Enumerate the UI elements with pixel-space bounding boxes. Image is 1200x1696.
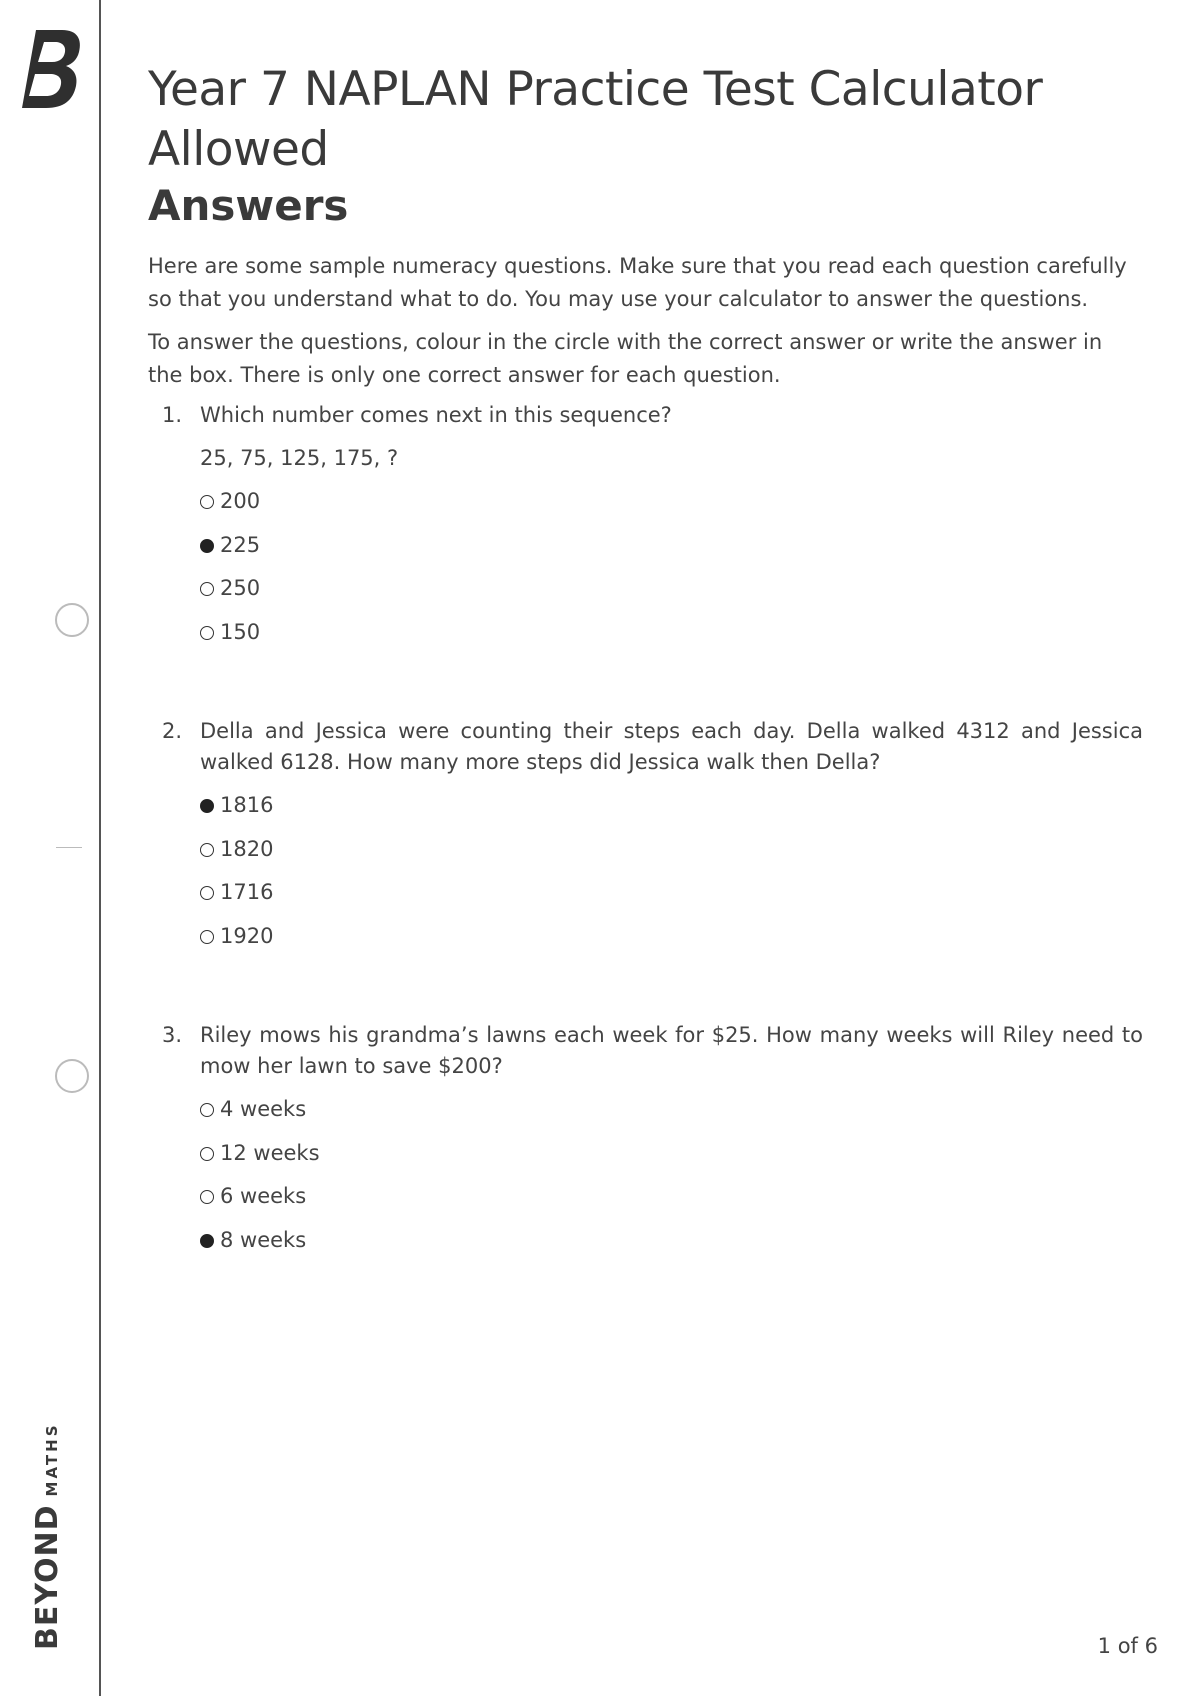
radio-filled-icon[interactable] [200,1234,214,1248]
option-label: 150 [220,619,261,644]
question-number: 3. [162,1023,183,1047]
question-text: Which number comes next in this sequence? [200,403,672,427]
radio-filled-icon[interactable] [200,539,214,553]
option-label: 1816 [220,793,274,817]
fold-mark [56,847,82,848]
answer-option[interactable] [200,877,1143,921]
radio-empty-icon[interactable] [200,626,214,640]
instructions-paragraph: To answer the questions, colour in the circle with the correct answer or write the answer in the box. There is only one correct answer for each question. [148,330,1103,387]
answer-options [200,790,1143,964]
worksheet-content [148,60,1143,1268]
option-label: 6 weeks [220,1184,307,1208]
question-3 [148,1020,1143,1268]
option-label: 1820 [220,836,274,861]
option-label: 4 weeks [220,1097,307,1121]
radio-empty-icon[interactable] [200,582,214,596]
answer-option[interactable] [200,1138,1143,1182]
question-list [148,400,1143,1268]
beyond-logo-icon [22,28,82,110]
brand-word-beyond: BEYOND [30,1504,65,1650]
radio-empty-icon[interactable] [200,886,214,900]
question-sequence: 25, 75, 125, 175, ? [200,446,399,470]
punch-hole-bottom [55,1059,89,1093]
answer-option[interactable] [200,486,1143,530]
page-title: Year 7 NAPLAN Practice Test Calculator Allowed [148,62,1043,177]
option-label: 8 weeks [220,1227,307,1252]
answer-options [200,1094,1143,1268]
question-text: Riley mows his grandma’s lawns each week for $25. How many weeks will Riley need to mow her lawn to save $200? [200,1023,1143,1078]
answer-option[interactable] [200,834,1143,878]
answer-option[interactable] [200,921,1143,965]
punch-hole-top [55,603,89,637]
question-1 [148,400,1143,660]
question-number: 1. [162,403,183,427]
radio-empty-icon[interactable] [200,1103,214,1117]
radio-filled-icon[interactable] [200,799,214,813]
intro-paragraph: Here are some sample numeracy questions. Make sure that you read each question carefully so that you understand what to do. You may use your calculator to answer the questions. [148,254,1127,311]
radio-empty-icon[interactable] [200,930,214,944]
radio-empty-icon[interactable] [200,843,214,857]
option-label: 200 [220,489,261,513]
answer-option[interactable] [200,617,1143,661]
answer-option[interactable] [200,530,1143,574]
option-label: 1920 [220,923,274,948]
brand-word-maths: MATHS [43,1422,61,1497]
answer-option[interactable] [200,1094,1143,1138]
margin-rule [99,0,101,1696]
option-label: 225 [220,532,261,557]
answer-option[interactable] [200,573,1143,617]
option-label: 1716 [220,880,274,904]
option-label: 250 [220,576,261,600]
radio-empty-icon[interactable] [200,495,214,509]
brand-wordmark [30,1423,65,1651]
answer-options [200,486,1143,660]
question-2 [148,716,1143,964]
radio-empty-icon[interactable] [200,1147,214,1161]
page-number: 1 of 6 [1097,1634,1158,1658]
answer-option[interactable] [200,1181,1143,1225]
radio-empty-icon[interactable] [200,1190,214,1204]
page-subtitle: Answers [148,181,349,230]
question-number: 2. [162,719,183,743]
answer-option[interactable] [200,1225,1143,1269]
question-text: Della and Jessica were counting their steps each day. Della walked 4312 and Jessica walked 6128. How many more steps did Jessica walk then Della? [200,719,1143,774]
option-label: 12 weeks [220,1140,320,1165]
answer-option[interactable] [200,790,1143,834]
